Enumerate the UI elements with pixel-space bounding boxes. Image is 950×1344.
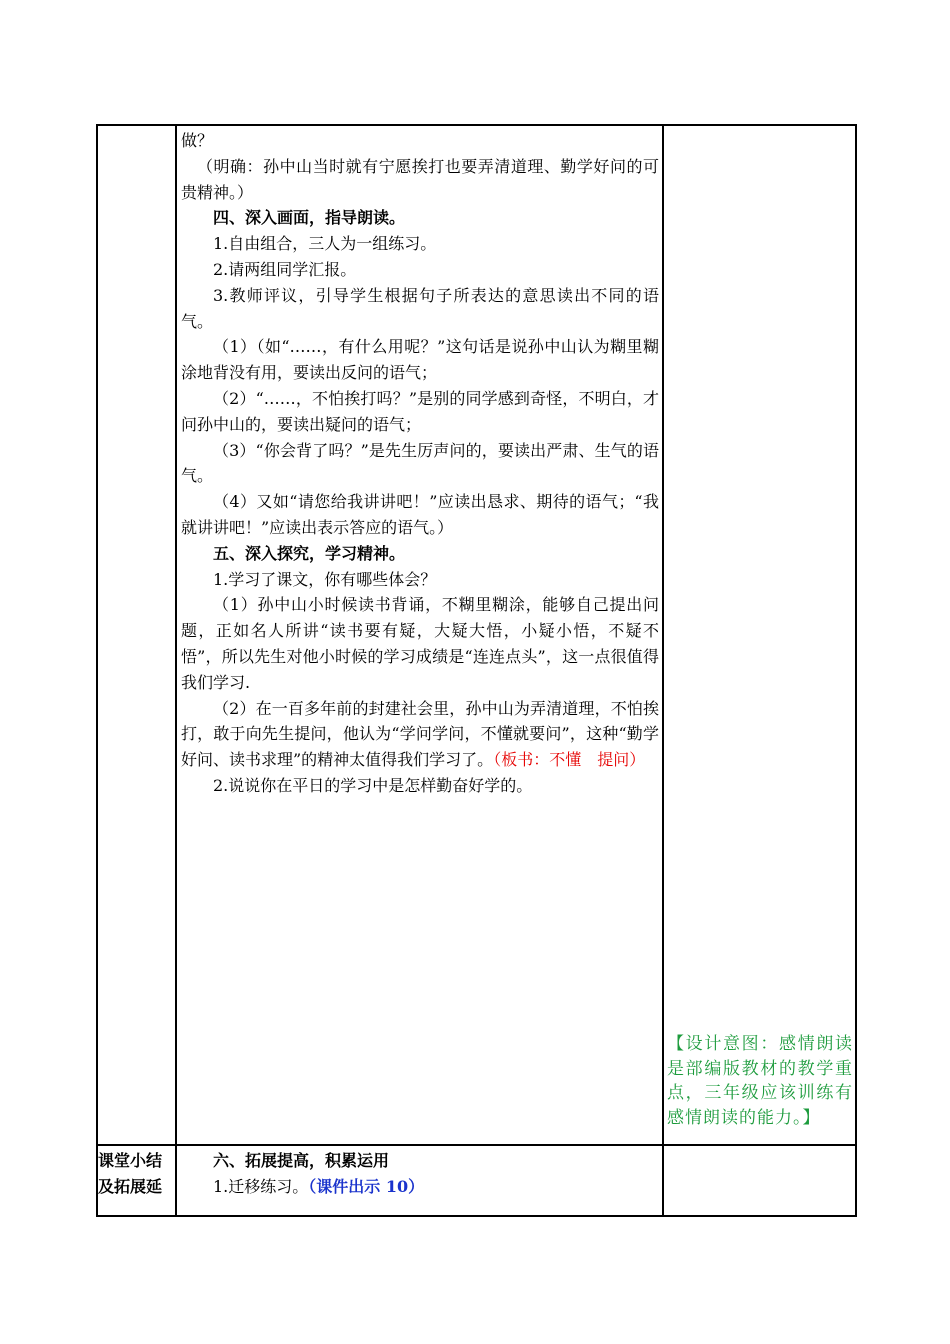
paragraph: 做？ (181, 131, 214, 150)
design-intent-cell (663, 125, 856, 1145)
section-heading: 六、拓展提高，积累运用 (213, 1151, 390, 1170)
paragraph: （2）“……，不怕挨打吗？”是别的同学感到奇怪，不明白，才问孙中山的，要读出疑问的语气； (181, 388, 659, 434)
teaching-process-cell (176, 125, 663, 1145)
paragraph: （1）孙中山小时候读书背诵，不糊里糊涂，能够自己提出问题，正如名人所讲“读书要有疑，大疑大悟，小疑小悟，不疑不悟”，所以先生对他小时候的学习成绩是“连连点头”，这一点很值得我们学习. (181, 595, 659, 692)
section-heading: 五、深入探究，学习精神。 (213, 543, 406, 563)
teaching-process-content (177, 1146, 662, 1200)
paragraph (181, 1174, 659, 1200)
table-row (97, 125, 856, 1145)
paragraph: 3.教师评议，引导学生根据句子所表达的意思读出不同的语气。 (181, 285, 659, 331)
design-intent-cell (663, 1145, 856, 1216)
paragraph: （1）（如“……，有什么用呢？”这句话是说孙中山认为糊里糊涂地背没有用，要读出反问的语气； (181, 337, 659, 383)
paragraph: 1.自由组合，三人为一组练习。 (213, 234, 437, 254)
table-row (97, 1145, 856, 1216)
paragraph: （明确：孙中山当时就有宁愿挨打也要弄清道理、勤学好问的可贵精神。） (181, 156, 659, 202)
paragraph: （4）又如“请您给我讲讲吧！”应读出恳求、期待的语气；“我就讲讲吧！”应读出表示答应的语气。） (181, 492, 659, 537)
paragraph-text: 1.迁移练习。 (213, 1176, 309, 1196)
lesson-plan-table (96, 124, 857, 1217)
paragraph: 2.请两组同学汇报。 (213, 259, 357, 279)
paragraph (181, 696, 659, 773)
stage-label: 课堂小结及拓展延 (98, 1151, 163, 1196)
stage-label-cell (97, 125, 176, 1145)
stage-label-cell (97, 1145, 176, 1216)
paragraph: 1.学习了课文，你有哪些体会？ (213, 569, 437, 589)
paragraph: （3）“你会背了吗？”是先生厉声问的，要读出严肃、生气的语气。 (181, 440, 659, 486)
teaching-process-cell (176, 1145, 663, 1216)
courseware-ref: （课件出示 10） (308, 1176, 425, 1196)
paragraph: 2.说说你在平日的学习中是怎样勤奋好学的。 (213, 775, 533, 795)
section-heading: 四、深入画面，指导朗读。 (213, 208, 406, 228)
teaching-process-content (177, 126, 662, 799)
design-intent-note: 【设计意图：感情朗读是部编版教材的教学重点，三年级应该训练有感情朗读的能力。】 (667, 1034, 853, 1128)
board-note: （板书：不懂 提问） (493, 750, 646, 770)
paragraph-text: （2）在一百多年前的封建社会里，孙中山为弄清道理，不怕挨打，敢于向先生提问，他认为“学问学问，不懂就要问”，这种“勤学好问、读书求理”的精神太值得我们学习了。 (181, 698, 659, 770)
